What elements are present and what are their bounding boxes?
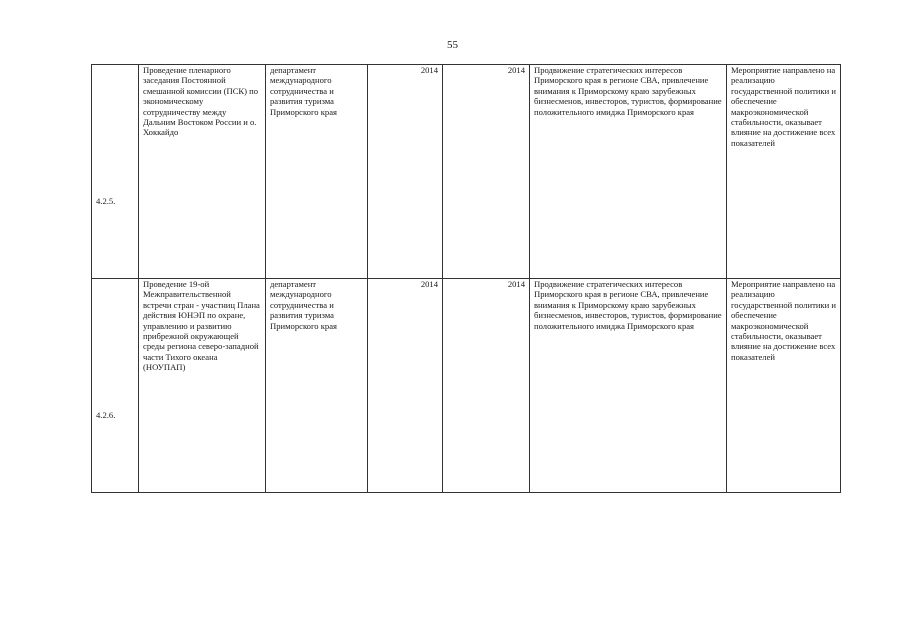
end-year-cell: 2014 (443, 65, 530, 279)
start-year-cell: 2014 (368, 65, 443, 279)
expected-result-cell: Продвижение стратегических интересов Приморского края в регионе СВА, привлечение внимания к Приморскому краю зарубежных бизнесменов, инвесторов, туристов, формирование положительного имиджа Приморского края (530, 279, 727, 493)
indicator-link-cell: Мероприятие направлено на реализацию государственной политики и обеспечение макроэкономической стабильности, оказывает влияние на достижение всех показателей (727, 65, 841, 279)
executor-cell: департамент международного сотрудничества и развития туризма Приморского края (266, 65, 368, 279)
event-name-cell: Проведение пленарного заседания Постоянной смешанной комиссии (ПСК) по экономическому сотрудничеству между Дальним Востоком России и о. Хоккайдо (139, 65, 266, 279)
table-row (92, 279, 841, 493)
program-table (91, 64, 841, 493)
start-year-cell: 2014 (368, 279, 443, 493)
end-year-cell: 2014 (443, 279, 530, 493)
page-number: 55 (447, 39, 458, 51)
indicator-link-cell: Мероприятие направлено на реализацию государственной политики и обеспечение макроэкономической стабильности, оказывает влияние на достижение всех показателей (727, 279, 841, 493)
expected-result-cell: Продвижение стратегических интересов Приморского края в регионе СВА, привлечение внимания к Приморскому краю зарубежных бизнесменов, инвесторов, туристов, формирование положительного имиджа Приморского края (530, 65, 727, 279)
row-number-cell (92, 65, 139, 279)
executor-cell: департамент международного сотрудничества и развития туризма Приморского края (266, 279, 368, 493)
row-number-cell (92, 279, 139, 493)
table-row (92, 65, 841, 279)
event-name-cell: Проведение 19-ой Межправительственной встречи стран - участниц Плана действия ЮНЭП по охране, управлению и развитию прибрежной окружающей среды региона северо-западной части Тихого океана (НОУПАП) (139, 279, 266, 493)
row-number: 4.2.5. (96, 196, 116, 207)
row-number: 4.2.6. (96, 410, 116, 421)
